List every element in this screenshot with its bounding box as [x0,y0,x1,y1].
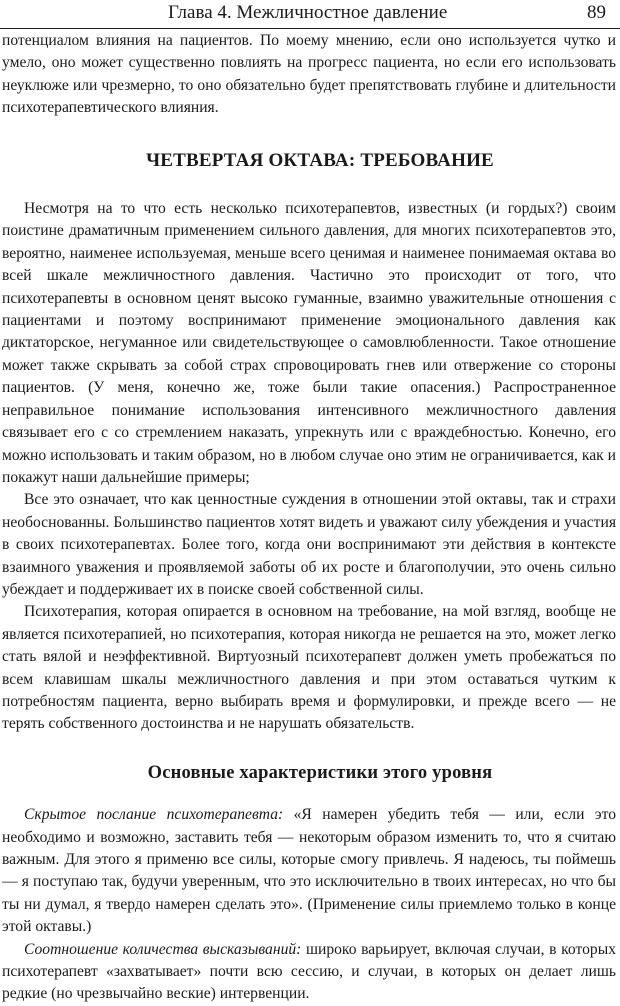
paragraph-lead: Соотношение количества высказываний: [24,940,302,958]
chapter-title: Глава 4. Межличностное давление [168,2,448,23]
paragraph: Несмотря на то что есть несколько психотерапевтов, известных (и гордых?) своим поистине драматичным применением сильного давления, для многих психотерапевтов это, вероятно, наименее используемая, меньше всего ценимая и наименее понимаемая октава во всей шкале межличностного давления. Частично это происходит от того, что психотерапевты в основном ценят высоко гуманные, взаимно уважительные отношения с пациентами и поэтому воспринимают применение эмоционального давления как диктаторское, негуманное или свидетельствующее о самовлюбленности. Такое отношение может также скрывать за собой страх спровоцировать гнев или отвержение со стороны пациентов. (У меня, конечно же, тоже были такие опасения.) Распространенное неправильное понимание использования интенсивного межличностного давления связывает его с со стремлением наказать, упрекнуть или с враждебностью. Конечно, его можно использовать и таким образом, но в любом случае оно этим не ограничивается, как и покажут наши дальнейшие примеры; [2,200,616,486]
paragraph-lead: Скрытое послание психотерапевта: [24,806,284,824]
paragraph: Все это означает, что как ценностные суждения в отношении этой октавы, так и страхи необоснованны. Большинство пациентов хотят видеть и уважают силу убеждения и участия в своих психотерапевтах. Более того, когда они воспринимают эти действия в контексте взаимного уважения и проявляемой заботы об их росте и благополучии, это очень сильно убеждает и поддерживает их в поиске своей собственной силы. [2,491,616,598]
paragraph-text: «Я намерен убедить тебя — или, если это необходимо и возможно, заставить тебя — некоторым образом изменить то, что я считаю важным. Для этого я применю все силы, которые смогу привлечь. Я надеюсь, ты поймешь — я поступаю так, будучи уверенным, что это исключительно в твоих интересах, но что бы ты ни думал, я твердо намерен сделать это». (Применение силы приемлемо только в конце этой октавы.) [2,806,616,936]
paragraph-text: широко варьирует, включая случаи, в которых психотерапевт «захватывает» почти всю сессию, и случаи, в которых он делает лишь редкие (но чрезвычайно веские) интервенции. [2,940,616,1003]
paragraph-continued: потенциалом влияния на пациентов. По моему мнению, если оно используется чутко и умело, оно может существенно повлиять на прогресс пациента, но если его использовать неуклюже или чрезмерно, то оно обязательно будет препятствовать глубине и длительности психотерапевтического влияния. [2,32,616,117]
page-number: 89 [587,2,606,23]
paragraph-hidden-message [2,804,616,938]
running-header [0,0,620,29]
section-heading: ЧЕТВЕРТАЯ ОКТАВА: ТРЕБОВАНИЕ [146,149,494,171]
paragraph: Психотерапия, которая опирается в основном на требование, на мой взгляд, вообще не является психотерапией, но психотерапия, которая никогда не решается на это, может легко стать вялой и неэффективной. Виртуозный психотерапевт должен уметь пробежаться по всем клавишам шкалы межличностного давления и при этом оставаться чутким к потребностям пациента, верно выбирать время и формулировки, и прежде всего — не терять собственного достоинства и не нарушать обязательств. [2,603,616,733]
paragraph-ratio [2,939,616,1006]
page-body [2,30,616,1006]
subsection-heading: Основные характеристики этого уровня [147,762,493,783]
